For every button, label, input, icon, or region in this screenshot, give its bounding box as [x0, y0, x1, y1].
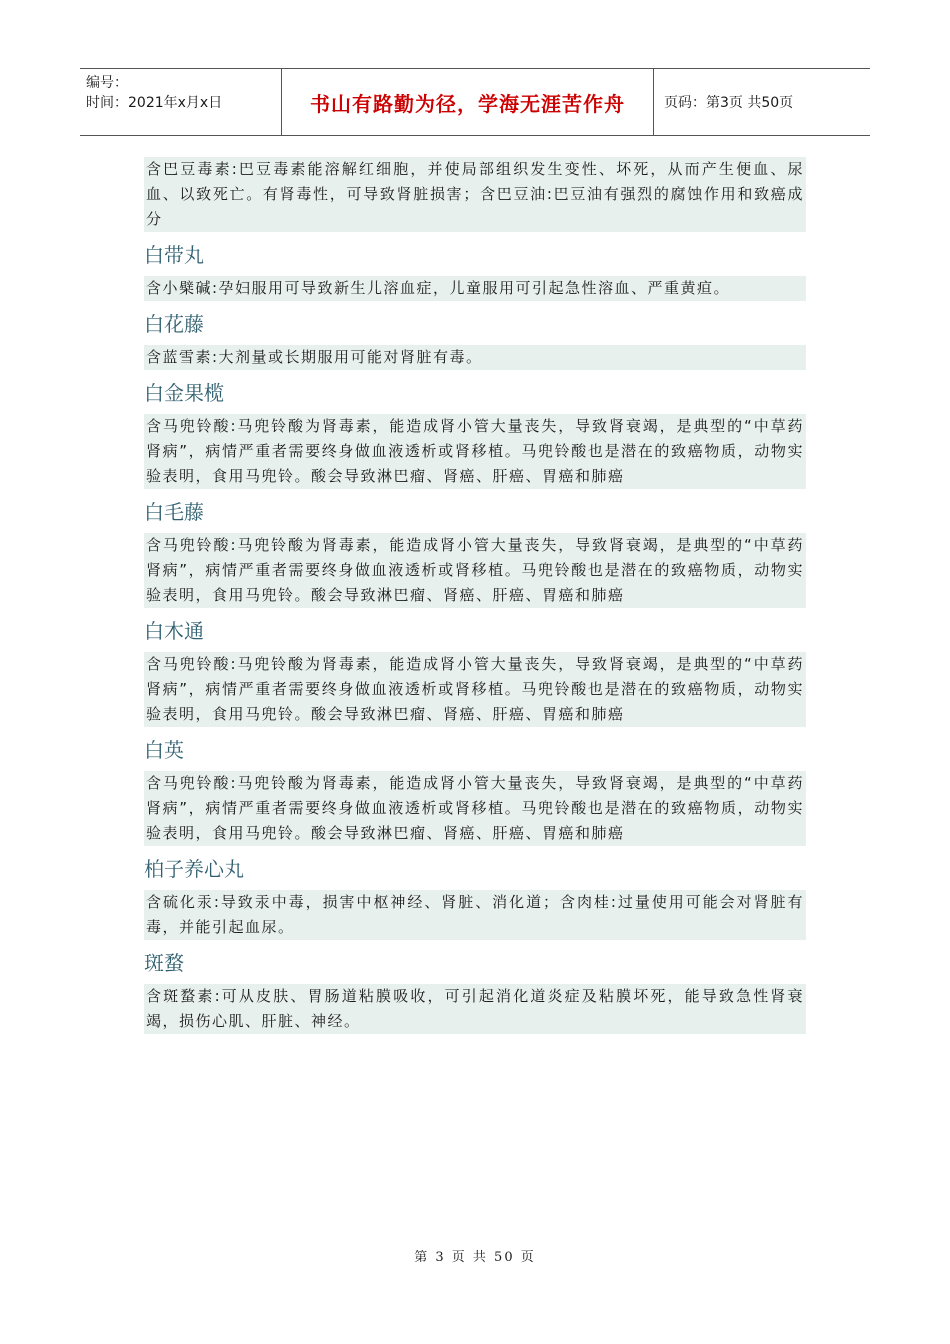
entry-title: 白带丸	[144, 243, 204, 267]
entry-body: 含斑蝥素:可从皮肤、胃肠道粘膜吸收，可引起消化道炎症及粘膜坏死，能导致急性肾衰竭，损伤心肌、肝脏、神经。	[144, 984, 806, 1034]
entry-body: 含蓝雪素:大剂量或长期服用可能对肾脏有毒。	[144, 345, 806, 370]
header-page-info: 页码：第3页 共50页	[664, 95, 794, 111]
entry-title: 白英	[144, 738, 184, 762]
header-motto: 书山有路勤为径，学海无涯苦作舟	[282, 69, 654, 135]
entry-body: 含小檗碱:孕妇服用可导致新生儿溶血症，儿童服用可引起急性溶血、严重黄疸。	[144, 276, 806, 301]
entry-body: 含马兜铃酸:马兜铃酸为肾毒素，能造成肾小管大量丧失，导致肾衰竭，是典型的“中草药肾病”，病情严重者需要终身做血液透析或肾移植。马兜铃酸也是潜在的致癌物质，动物实验表明，食用马兜铃。酸会导致淋巴瘤、肾癌、肝癌、胃癌和肺癌	[144, 652, 806, 727]
document-time-label: 时间：2021年x月x日	[86, 95, 223, 111]
document-content	[144, 157, 806, 1034]
entry-body: 含马兜铃酸:马兜铃酸为肾毒素，能造成肾小管大量丧失，导致肾衰竭，是典型的“中草药肾病”，病情严重者需要终身做血液透析或肾移植。马兜铃酸也是潜在的致癌物质，动物实验表明，食用马兜铃。酸会导致淋巴瘤、肾癌、肝癌、胃癌和肺癌	[144, 414, 806, 489]
entry-title: 柏子养心丸	[144, 857, 244, 881]
entry-title: 白毛藤	[144, 500, 204, 524]
entry-title: 白木通	[144, 619, 204, 643]
entry-body: 含马兜铃酸:马兜铃酸为肾毒素，能造成肾小管大量丧失，导致肾衰竭，是典型的“中草药肾病”，病情严重者需要终身做血液透析或肾移植。马兜铃酸也是潜在的致癌物质，动物实验表明，食用马兜铃。酸会导致淋巴瘤、肾癌、肝癌、胃癌和肺癌	[144, 533, 806, 608]
entry-body: 含硫化汞:导致汞中毒，损害中枢神经、肾脏、消化道；含肉桂:过量使用可能会对肾脏有毒，并能引起血尿。	[144, 890, 806, 940]
entry-title: 斑蝥	[144, 951, 184, 975]
intro-paragraph: 含巴豆毒素:巴豆毒素能溶解红细胞，并使局部组织发生变性、坏死，从而产生便血、尿血、以致死亡。有肾毒性，可导致肾脏损害；含巴豆油:巴豆油有强烈的腐蚀作用和致癌成分	[144, 157, 806, 232]
header-meta	[80, 69, 282, 135]
entry-title: 白花藤	[144, 312, 204, 336]
page-header	[80, 68, 870, 136]
page-footer: 第 3 页 共 50 页	[414, 1250, 536, 1265]
document-number-label: 编号：	[86, 75, 128, 91]
entry-title: 白金果榄	[144, 381, 224, 405]
entry-body: 含马兜铃酸:马兜铃酸为肾毒素，能造成肾小管大量丧失，导致肾衰竭，是典型的“中草药肾病”，病情严重者需要终身做血液透析或肾移植。马兜铃酸也是潜在的致癌物质，动物实验表明，食用马兜铃。酸会导致淋巴瘤、肾癌、肝癌、胃癌和肺癌	[144, 771, 806, 846]
